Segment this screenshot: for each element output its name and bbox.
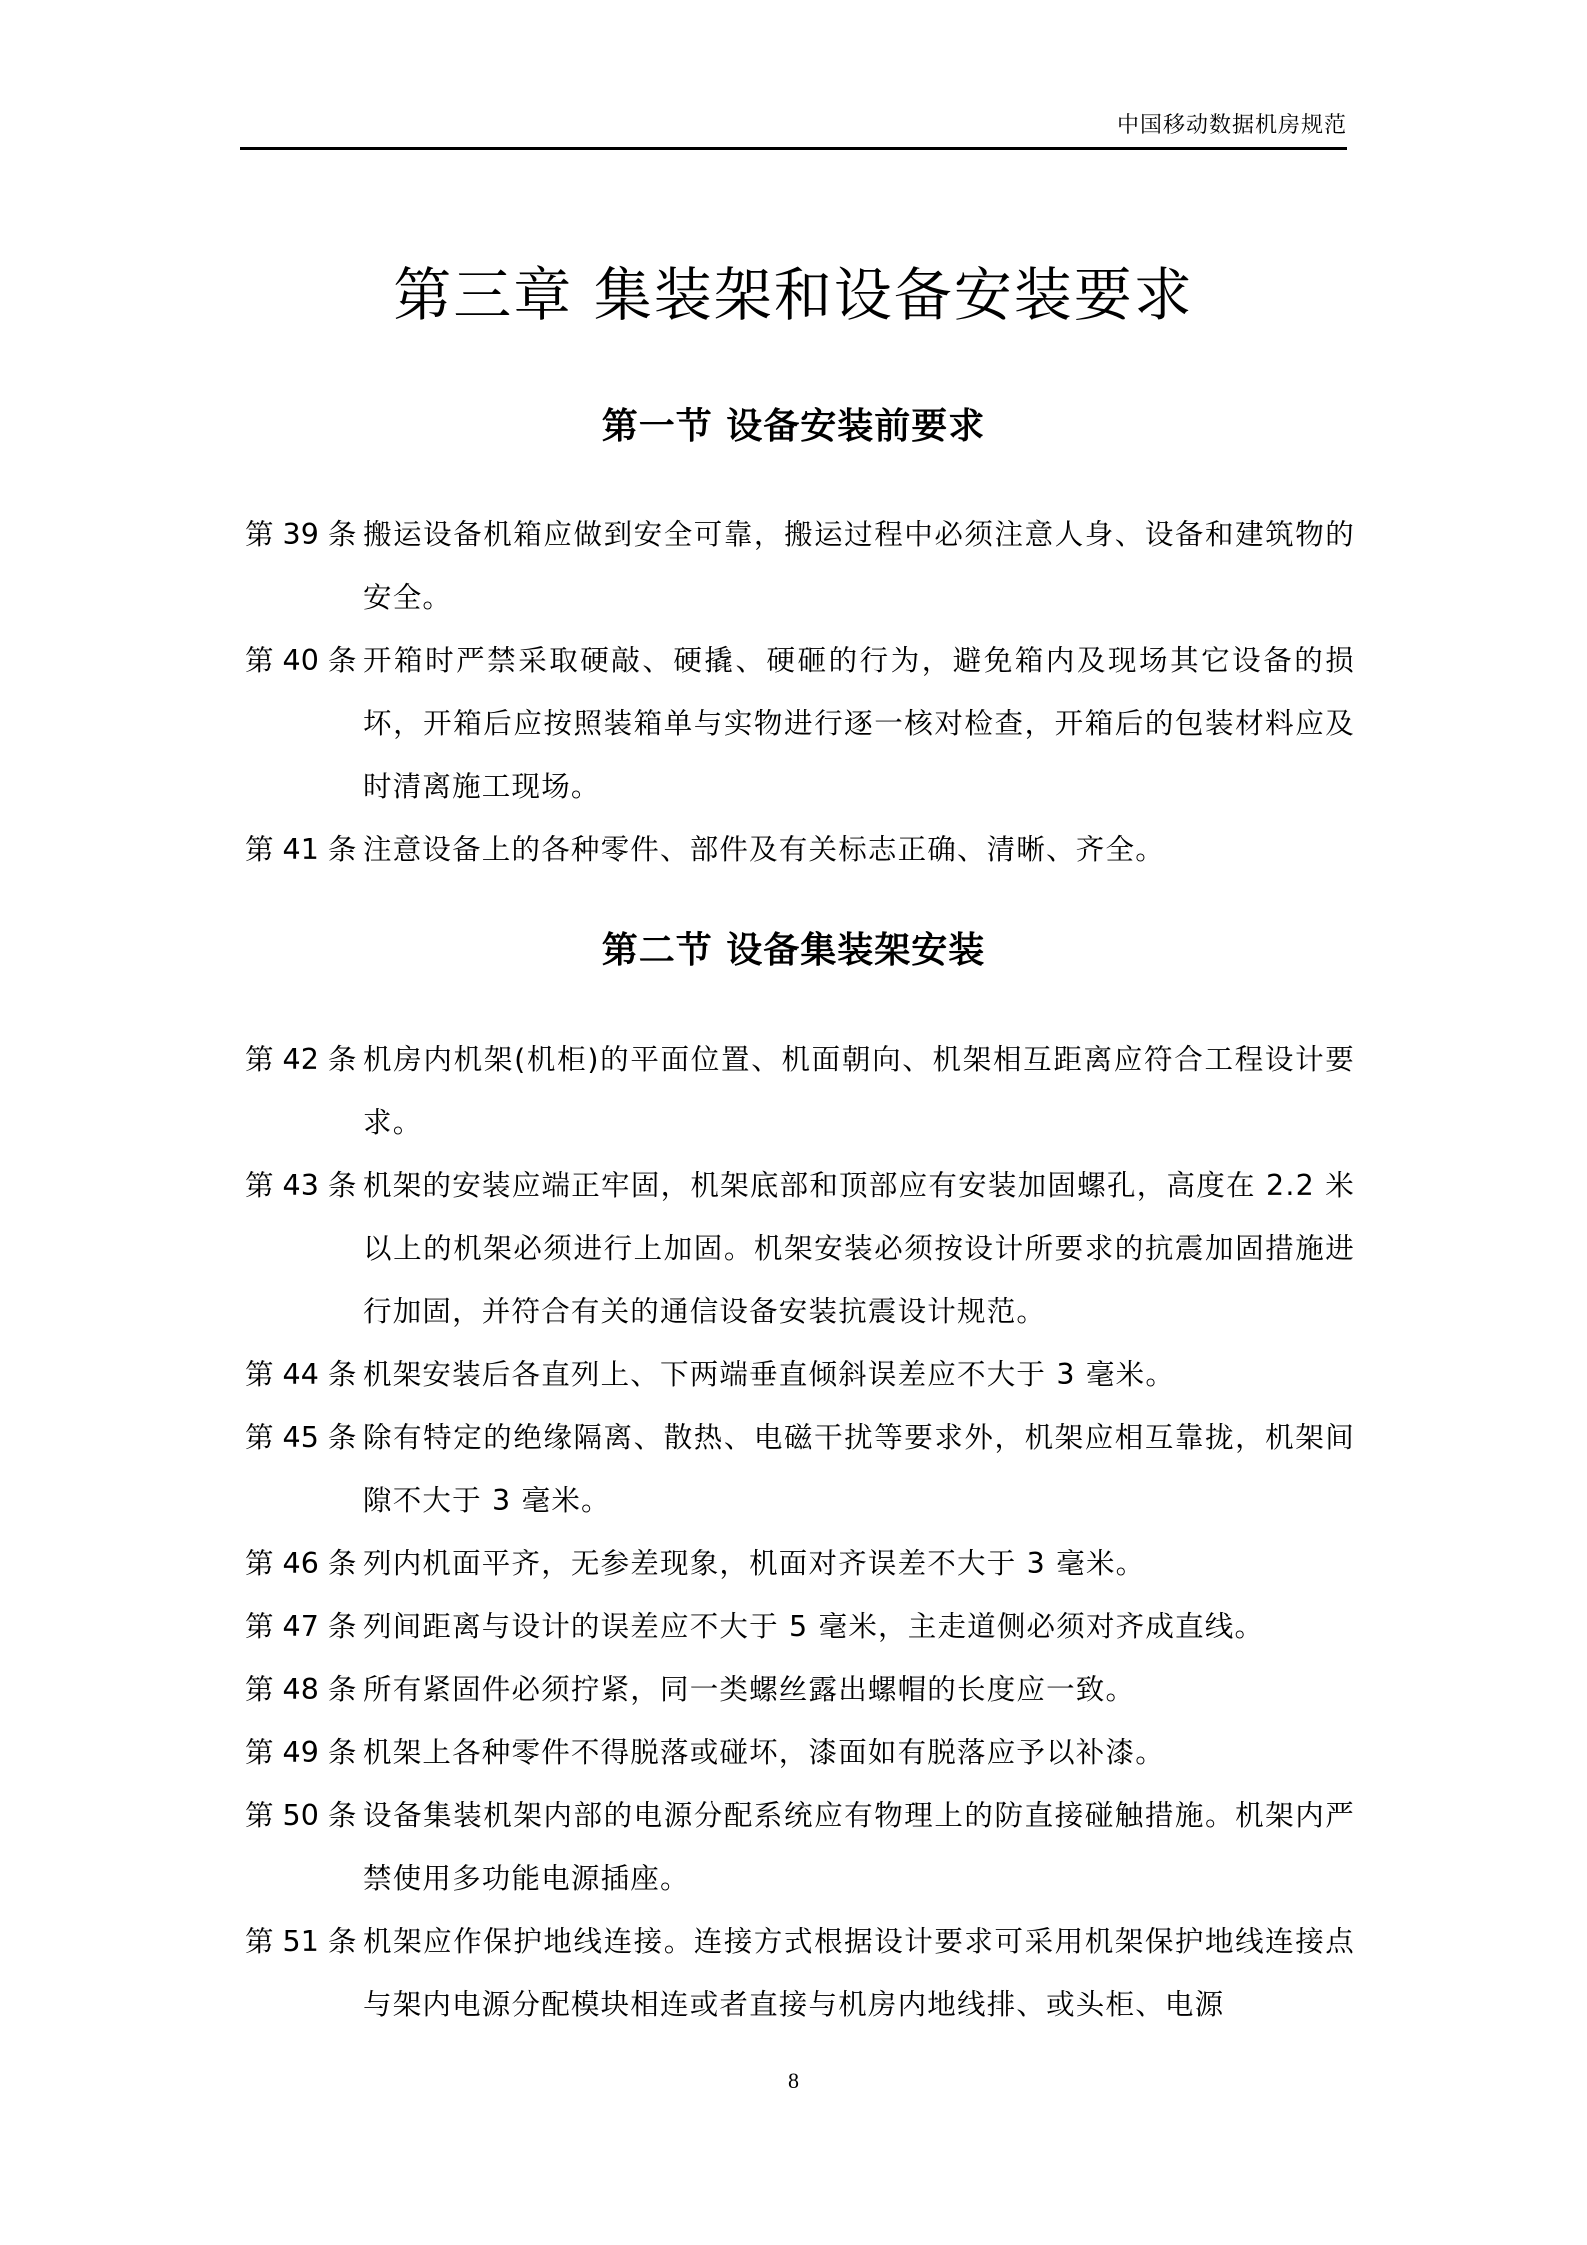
- article-text: 机架应作保护地线连接。连接方式根据设计要求可采用机架保护地线连接点与架内电源分配模块相连或者直接与机房内地线排、或头柜、电源: [363, 1925, 1355, 2021]
- section-1-articles: [245, 503, 1355, 881]
- article-text: 搬运设备机箱应做到安全可靠，搬运过程中必须注意人身、设备和建筑物的安全。: [363, 518, 1355, 614]
- article-40: [245, 629, 1355, 818]
- article-47: [245, 1595, 1355, 1658]
- section-title-1: 第一节 设备安装前要求: [601, 406, 986, 447]
- article-label: 第 51 条: [245, 1925, 357, 1958]
- article-label: 第 48 条: [245, 1673, 357, 1706]
- running-header: [240, 100, 1347, 150]
- running-header-title: 中国移动数据机房规范: [1116, 113, 1347, 138]
- page-number: 8: [788, 2068, 799, 2093]
- article-text: 列内机面平齐，无参差现象，机面对齐误差不大于 3 毫米。: [363, 1547, 1146, 1580]
- article-text: 机房内机架(机柜)的平面位置、机面朝向、机架相互距离应符合工程设计要求。: [363, 1043, 1355, 1139]
- article-label: 第 39 条: [245, 518, 357, 551]
- article-label: 第 41 条: [245, 833, 357, 866]
- article-43: [245, 1154, 1355, 1343]
- article-label: 第 44 条: [245, 1358, 357, 1391]
- article-label: 第 50 条: [245, 1799, 357, 1832]
- article-label: 第 40 条: [245, 644, 357, 677]
- chapter-title: 第三章 集装架和设备安装要求: [393, 261, 1194, 329]
- article-46: [245, 1532, 1355, 1595]
- article-50: [245, 1784, 1355, 1910]
- article-text: 机架安装后各直列上、下两端垂直倾斜误差应不大于 3 毫米。: [363, 1358, 1176, 1391]
- article-51: [245, 1910, 1355, 2036]
- article-48: [245, 1658, 1355, 1721]
- article-text: 机架的安装应端正牢固，机架底部和顶部应有安装加固螺孔，高度在 2.2 米以上的机架必须进行上加固。机架安装必须按设计所要求的抗震加固措施进行加固，并符合有关的通信设备安装抗震设计规范。: [363, 1169, 1355, 1328]
- article-text: 所有紧固件必须拧紧，同一类螺丝露出螺帽的长度应一致。: [363, 1673, 1136, 1706]
- article-text: 除有特定的绝缘隔离、散热、电磁干扰等要求外，机架应相互靠拢，机架间隙不大于 3 毫米。: [363, 1421, 1355, 1517]
- article-label: 第 45 条: [245, 1421, 357, 1454]
- article-45: [245, 1406, 1355, 1532]
- section-title-2: 第二节 设备集装架安装: [601, 930, 986, 971]
- article-39: [245, 503, 1355, 629]
- article-42: [245, 1028, 1355, 1154]
- article-49: [245, 1721, 1355, 1784]
- article-label: 第 49 条: [245, 1736, 357, 1769]
- article-text: 设备集装机架内部的电源分配系统应有物理上的防直接碰触措施。机架内严禁使用多功能电源插座。: [363, 1799, 1355, 1895]
- article-41: [245, 818, 1355, 881]
- article-label: 第 43 条: [245, 1169, 357, 1202]
- article-text: 注意设备上的各种零件、部件及有关标志正确、清晰、齐全。: [363, 833, 1165, 866]
- article-44: [245, 1343, 1355, 1406]
- article-text: 列间距离与设计的误差应不大于 5 毫米，主走道侧必须对齐成直线。: [363, 1610, 1265, 1643]
- article-label: 第 47 条: [245, 1610, 357, 1643]
- article-text: 开箱时严禁采取硬敲、硬撬、硬砸的行为，避免箱内及现场其它设备的损坏，开箱后应按照装箱单与实物进行逐一核对检查，开箱后的包装材料应及时清离施工现场。: [363, 644, 1355, 803]
- section-2-articles: [245, 1028, 1355, 2036]
- article-text: 机架上各种零件不得脱落或碰坏，漆面如有脱落应予以补漆。: [363, 1736, 1165, 1769]
- article-label: 第 46 条: [245, 1547, 357, 1580]
- article-label: 第 42 条: [245, 1043, 357, 1076]
